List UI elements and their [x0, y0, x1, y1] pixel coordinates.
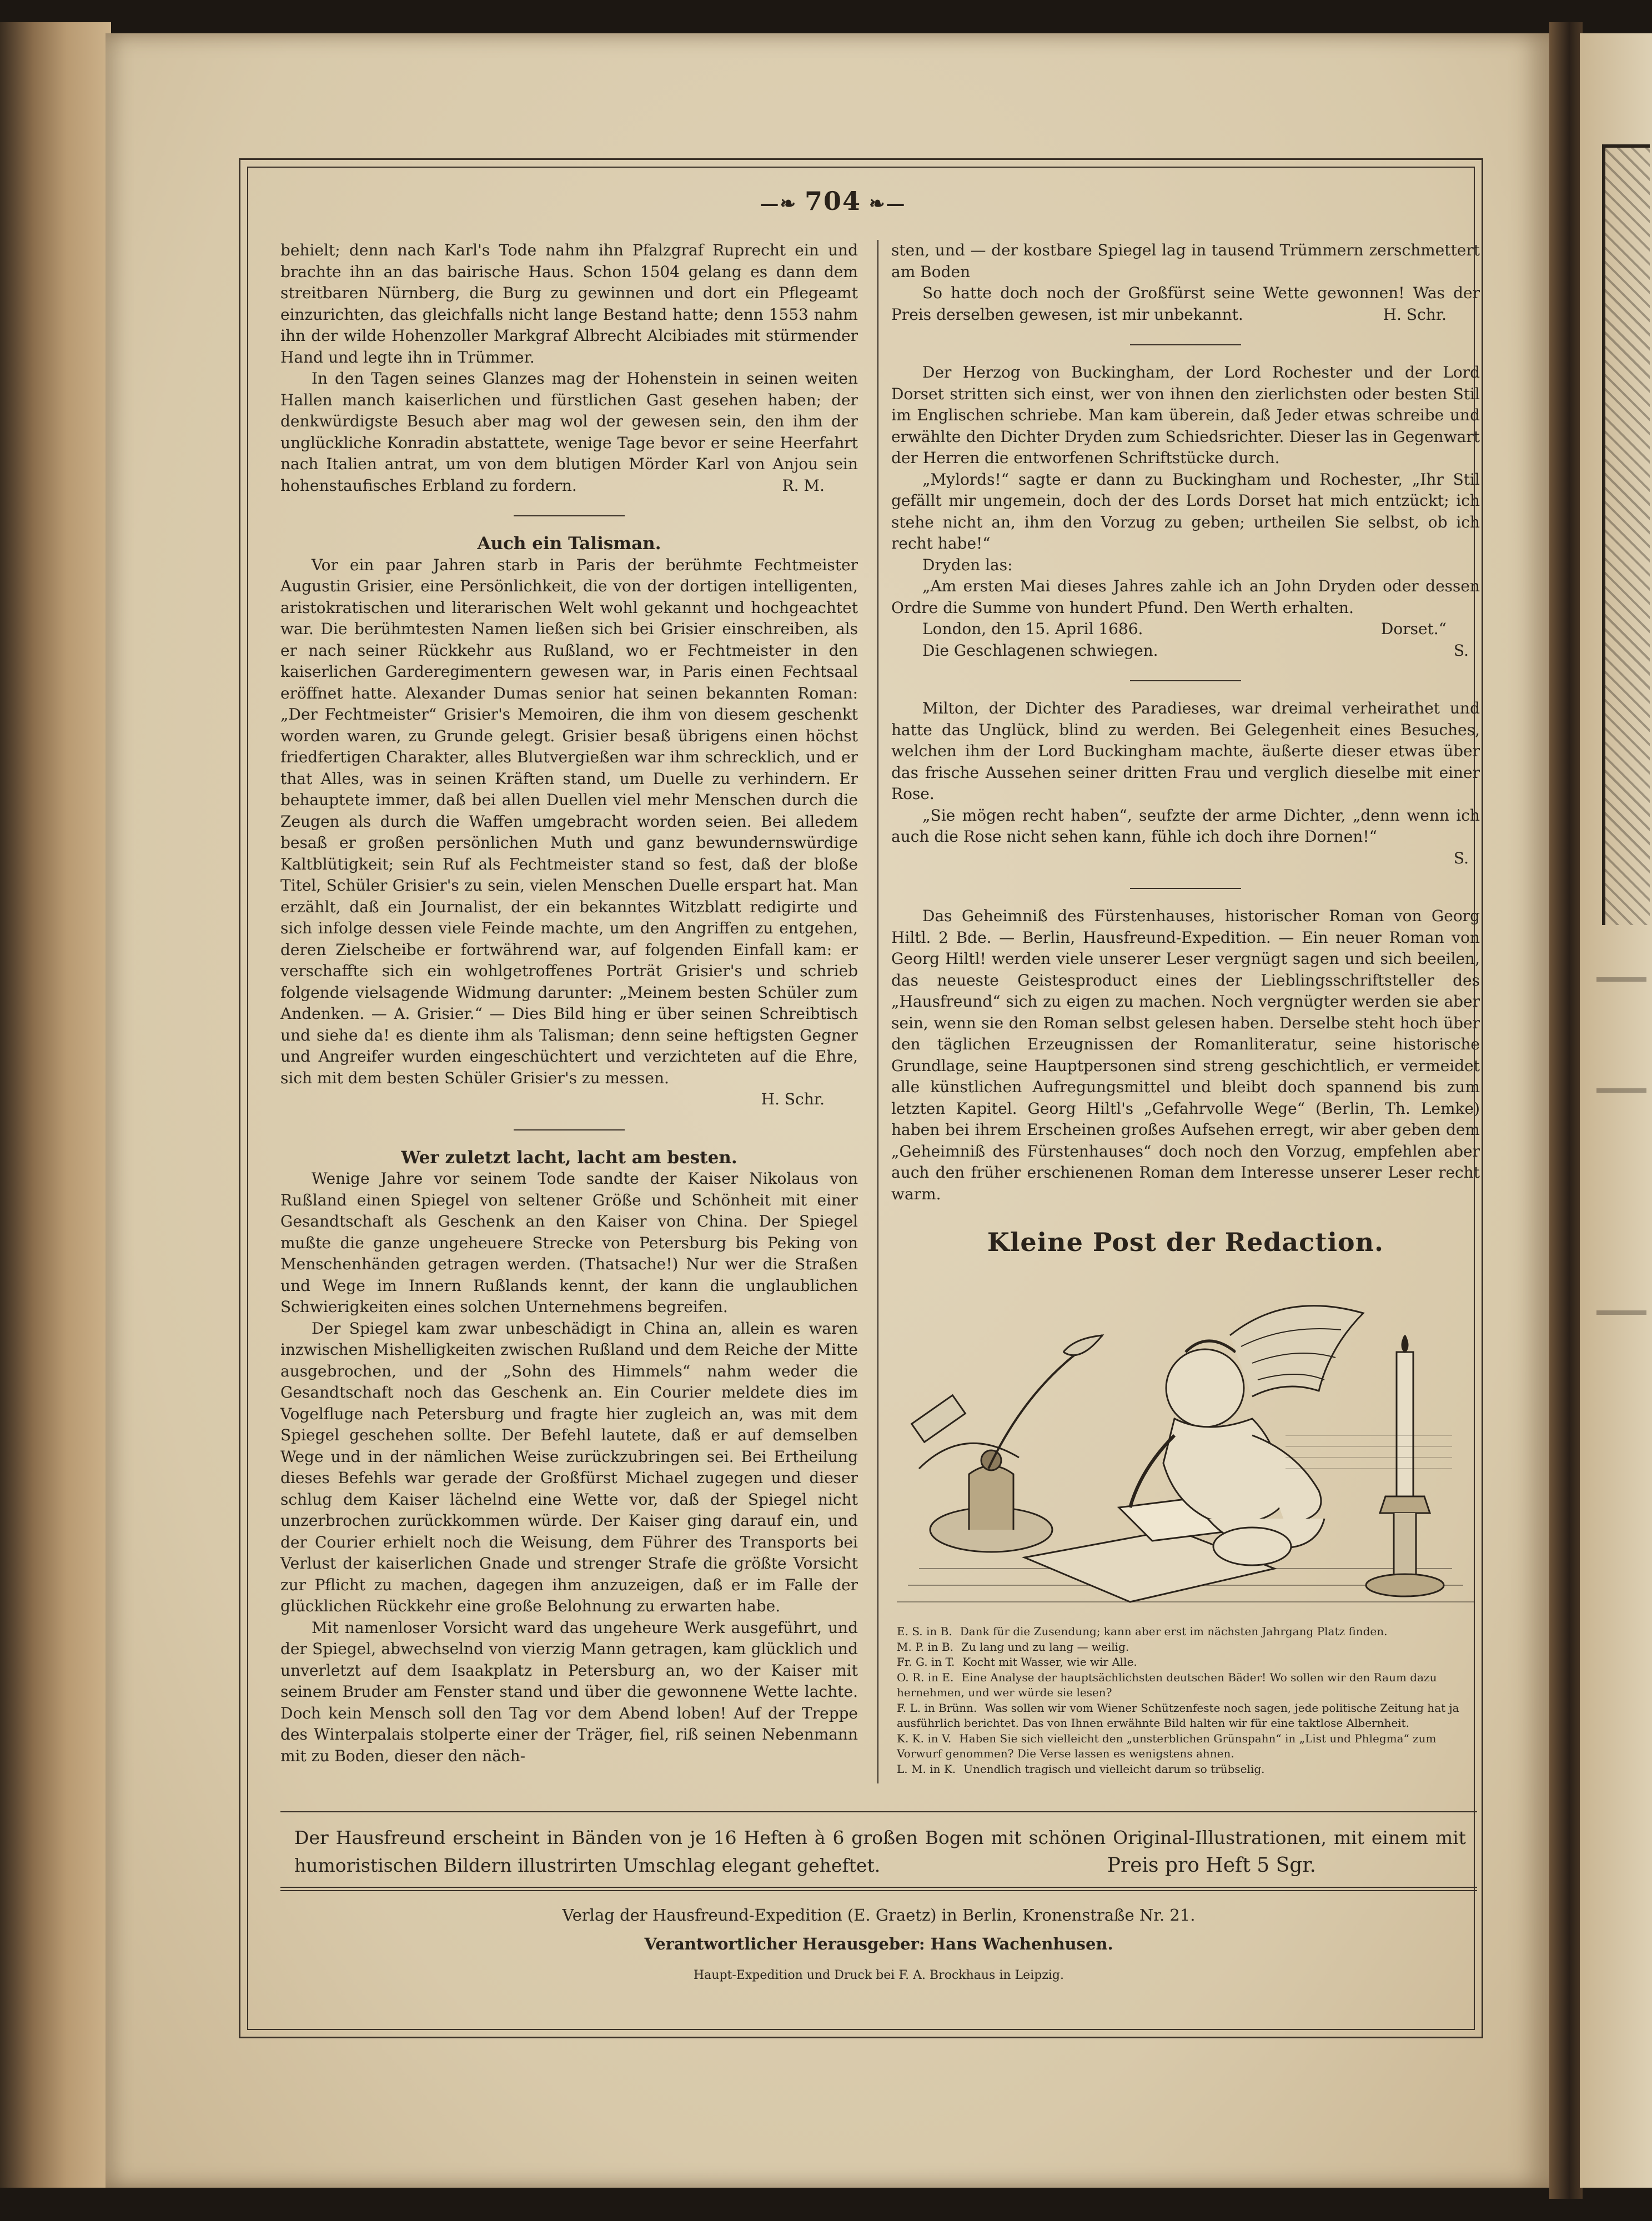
left-column — [280, 240, 858, 1767]
column-divider — [877, 240, 878, 1783]
paragraph: Dryden las: — [922, 555, 1013, 574]
article-title: Auch ein Talisman. — [477, 534, 661, 554]
separator — [1130, 888, 1241, 889]
paragraph: Mit namenloser Vorsicht ward das ungeheure Werk ausgeführt, und der Spiegel, abwechselnd von vierzig Mann getragen, kam glücklich und unverletzt auf dem Isaakplatz in Petersburg an, wo der Kaiser mit seinem Bruder am Fenster stand und über die gewonnene Wette lachte. Doch kein Mensch soll den Tag vor dem Abend loben! Auf der Treppe des Winterpalais stolperte einer der Träger, fiel, riß seinen Nebenmann mit zu Boden, dieser den näch- — [280, 1618, 858, 1765]
post-entries — [897, 1624, 1477, 1777]
separator — [514, 1129, 625, 1130]
separator — [1130, 344, 1241, 345]
article-continuation: behielt; denn nach Karl's Tode nahm ihn Pfalzgraf Ruprecht ein und brachte ihn an das bairische Haus. Schon 1504 gelang es dann dem streitbaren Nürnberg, die Burg zu gewinnen und dort ein Pflegeamt einzurichten, das gleichfalls nicht lange Bestand hatte; denn 1553 nahm ihn der wilde Hohenzoller Markgraf Albrecht Alcibiades mit stürmender Hand und legte ihn in Trümmer. — [280, 241, 858, 366]
article-title: Wer zuletzt lacht, lacht am besten. — [401, 1147, 737, 1168]
paragraph: Milton, der Dichter des Paradieses, war dreimal verheirathet und hatte das Unglück, blind zu werden. Bei Gelegenheit eines Besuches, welchen ihm der Lord Buckingham machte, äußerte dieser etwas über das frische Aussehen seiner dritten Frau und verglich dieselbe mit einer Rose. — [891, 699, 1480, 803]
right-column — [891, 240, 1480, 1205]
author-initials: S. — [1453, 848, 1469, 867]
paragraph: „Am ersten Mai dieses Jahres zahle ich an John Dryden oder dessen Ordre die Summe von hundert Pfund. Den Werth erhalten. — [891, 577, 1480, 617]
article-body: Vor ein paar Jahren starb in Paris der berühmte Fechtmeister Augustin Grisier, eine Persönlichkeit, die von der dortigen intelligenten, aristokratischen und literarischen Welt wohl gekannt und hochgeachtet war. Die berühmtesten Namen ließen sich bei Grisier einschreiben, als er nach seiner Rückkehr aus Rußland, wo er Fechtmeister in den kaiserlichen Garderegimentern gewesen war, in Paris einen Fechtsaal eröffnet hatte. Alexander Dumas senior hat seinen bekannten Roman: „Der Fechtmeister“ Grisier's Memoiren, die ihm von diesem geschenkt worden waren, zu Grunde gelegt. Grisier besaß übrigens einen höchst friedfertigen Charakter, alles Blutvergießen war ihm schrecklich, und er that Alles, was in seinen Kräften stand, um Duelle zu verhindern. Er behauptete immer, daß bei allen Duellen viel mehr Menschen durch die Zeugen als durch die Waffen umgebracht worden seien. Bei alledem besaß er großen persönlichen Muth und ganz bewundernswürdige Kaltblütigkeit; sein Ruf als Fechtmeister stand so fest, daß der bloße Titel, Schüler Grisier's zu sein, vielen Menschen Duelle erspart hat. Man erzählt, daß ein Journalist, der ein bekanntes Witzblatt redigirte und sich infolge dessen viele Feinde machte, um den Angriffen zu entgehen, deren Zielscheibe er fortwährend war, auf folgenden Einfall kam: er verschaffte sich ein wohlgetroffenes Porträt Grisier's und schrieb folgende vielsagende Widmung darunter: „Meinem besten Schüler zum Andenken. — A. Grisier.“ — Dies Bild hing er über seinen Schreibtisch und siehe da! es diente ihm als Talisman; denn seine heftigsten Gegner und Angreifer wurden eingeschüchtert und verzichteten auf die Ehre, sich mit dem besten Schüler Grisier's zu messen. — [280, 555, 858, 1087]
post-entry: Fr. G. in T. Kocht mit Wasser, wie wir Alle. — [897, 1655, 1137, 1669]
paragraph: „Mylords!“ sagte er dann zu Buckingham und Rochester, „Ihr Stil gefällt mir ungemein, doch der des Lords Dorset hat mich entzückt; ich stehe nicht an, ihm den Vorzug zu geben; urtheilen Sie selbst, ob ich recht habe!“ — [891, 470, 1480, 552]
paragraph: Die Geschlagenen schwiegen. S. — [891, 640, 1480, 662]
paragraph: In den Tagen seines Glanzes mag der Hohenstein in seinen weiten Hallen manch kaiserlichen und fürstlichen Gast gesehen haben; der denkwürdigste Besuch aber mag wol der gewesen sein, den ihm der unglückliche Konradin abstattete, wenige Tage bevor er seine Heerfahrt nach Italien antrat, um von dem blutigen Mörder Karl von Anjou sein hohenstaufisches Erbland zu fordern. R. M. — [280, 368, 858, 496]
book-review: Das Geheimniß des Fürstenhauses, historischer Roman von Georg Hiltl. 2 Bde. — Berlin, Hausfreund-Expedition. — Ein neuer Roman von Georg Hiltl! werden viele unserer Leser vergnügt sagen und sich beeilen, das neueste Geistesproduct eines der Lieblingsschriftsteller des „Hausfreund“ sich zu eigen zu machen. Noch vergnügter werden sie aber sein, wenn sie den Roman selbst gelesen haben. Derselbe steht hoch über den täglichen Erzeugnissen der Romanliteratur, seine historische Grundlage, seine Hauptpersonen sind streng geschichtlich, er vermeidet alle künstlichen Aufregungsmittel und bleibt doch spannend bis zum letzten Kapitel. Georg Hiltl's „Gefahrvolle Wege“ (Berlin, Th. Lemke) haben bei ihrem Erscheinen großes Aufsehen erregt, wir aber geben dem „Geheimniß des Fürstenhauses“ doch noch den Vorzug, empfehlen aber auch den früher erschienenen Roman dem Interesse unserer Leser recht warm. — [891, 907, 1480, 1203]
rule — [280, 1811, 1477, 1812]
post-entry: O. R. in E. Eine Analyse der hauptsächlichsten deutschen Bäder! Wo sollen wir den Raum dazu hernehmen, und wer würde sie lesen? — [897, 1670, 1437, 1699]
post-entry: L. M. in K. Unendlich tragisch und vielleicht darum so trübselig. — [897, 1762, 1265, 1776]
separator — [1130, 680, 1241, 681]
subscription-notice: Der Hausfreund erscheint in Bänden von je 16 Heften à 6 großen Bogen mit schönen Original-Illustrationen, mit einem mit humoristischen Bildern illustrirten Umschlag elegant geheftet. Preis pro Heft 5 Sgr. — [294, 1824, 1466, 1880]
author-initials: H. Schr. — [1383, 305, 1447, 324]
cherub-writing-illustration — [897, 1269, 1474, 1624]
price: Preis pro Heft 5 Sgr. — [1107, 1854, 1316, 1877]
separator — [514, 515, 625, 516]
post-entry: K. K. in V. Haben Sie sich vielleicht den „unsterblichen Grünspahn“ in „List und Phlegma“ zum Vorwurf genommen? Die Verse lassen es wenigstens ahnen. — [897, 1731, 1437, 1760]
rule — [280, 1887, 1477, 1888]
post-title: Kleine Post der Redaction. — [987, 1227, 1384, 1257]
paragraph: So hatte doch noch der Großfürst seine Wette gewonnen! Was der Preis derselben gewesen, ist mir unbekannt. H. Schr. — [891, 283, 1480, 325]
book-gutter — [1549, 22, 1583, 2199]
page-number: —❧ 704 ❧— — [760, 186, 906, 216]
article-continuation: sten, und — der kostbare Spiegel lag in tausend Trümmern zerschmettert am Boden — [891, 241, 1480, 281]
publisher-line: Verlag der Hausfreund-Expedition (E. Graetz) in Berlin, Kronenstraße Nr. 21. — [562, 1906, 1196, 1924]
printer-line: Haupt-Expedition und Druck bei F. A. Brockhaus in Leipzig. — [694, 1968, 1064, 1982]
paragraph: Der Spiegel kam zwar unbeschädigt in China an, allein es waren inzwischen Mishelligkeiten zwischen Rußland und dem Reiche der Mitte ausgebrochen, und der „Sohn des Himmels“ nahm weder die Gesandtschaft noch das Geschenk an. Ein Courier meldete dies im Vogelfluge nach Petersburg und fragte hier zugleich an, was mit dem Spiegel geschehen sollte. Der Befehl lautete, daß er auf demselben Wege und in der nämlichen Weise zurückzubringen sei. Bei Ertheilung dieses Befehls war gerade der Großfürst Michael zugegen und dieser schlug dem Kaiser lächelnd eine Wette vor, daß der Spiegel nicht unzerbrochen zurückkommen würde. Der Kaiser ging darauf ein, und der Courier erhielt noch die Weisung, dem Führer des Transports bei Verlust der kaiserlichen Gnade und strenger Strafe die größte Vorsicht zur Pflicht zu machen, dagegen ihm anzuzeigen, daß er im Falle der glücklichen Rückkehr eine große Belohnung zu erwarten habe. — [280, 1319, 858, 1615]
adjacent-page-fragment — [1580, 33, 1652, 2188]
paragraph: Wenige Jahre vor seinem Tode sandte der Kaiser Nikolaus von Rußland einen Spiegel von seltener Größe und Schönheit mit einer Gesandtschaft als Geschenk an den Kaiser von China. Der Spiegel mußte die ganze ungeheuere Strecke von Petersburg bis Peking von Menschenhänden getragen werden. (Thatsache!) Nur wer die Straßen und Wege im Innern Rußlands kennt, der kann die unglaublichen Schwierigkeiten eines solchen Unternehmens begreifen. — [280, 1169, 858, 1316]
rule — [280, 1890, 1477, 1891]
book-page-edges — [0, 22, 111, 2188]
paragraph: „Sie mögen recht haben“, seufzte der arme Dichter, „denn wenn ich auch die Rose nicht sehen kann, fühle ich doch ihre Dornen!“ — [891, 806, 1480, 846]
post-entry: F. L. in Brünn. Was sollen wir vom Wiener Schützenfeste noch sagen, jede politische Zeitung hat ja ausführlich berichtet. Das von Ihnen erwähnte Bild halten wir für eine taktlose Albernheit. — [897, 1701, 1459, 1730]
paragraph: Der Herzog von Buckingham, der Lord Rochester und der Lord Dorset stritten sich einst, wer von ihnen den zierlichsten oder besten Stil im Englischen schriebe. Man kam überein, daß Jeder etwas schreibe und erwählte den Dichter Dryden zum Schiedsrichter. Dieser las in Gegenwart der Herren die entworfenen Schriftstücke durch. — [891, 363, 1480, 467]
author-initials: R. M. — [782, 476, 825, 495]
ornament-border — [1602, 144, 1650, 925]
paragraph: London, den 15. April 1686. Dorset.“ — [922, 620, 1447, 638]
editor-line: Verantwortlicher Herausgeber: Hans Wachenhusen. — [644, 1934, 1113, 1953]
post-entry: E. S. in B. Dank für die Zusendung; kann aber erst im nächsten Jahrgang Platz finden. — [897, 1625, 1388, 1638]
post-entry: M. P. in B. Zu lang und zu lang — weilig. — [897, 1640, 1129, 1654]
author-initials: S. — [1453, 641, 1469, 660]
author-initials: H. Schr. — [761, 1090, 825, 1108]
